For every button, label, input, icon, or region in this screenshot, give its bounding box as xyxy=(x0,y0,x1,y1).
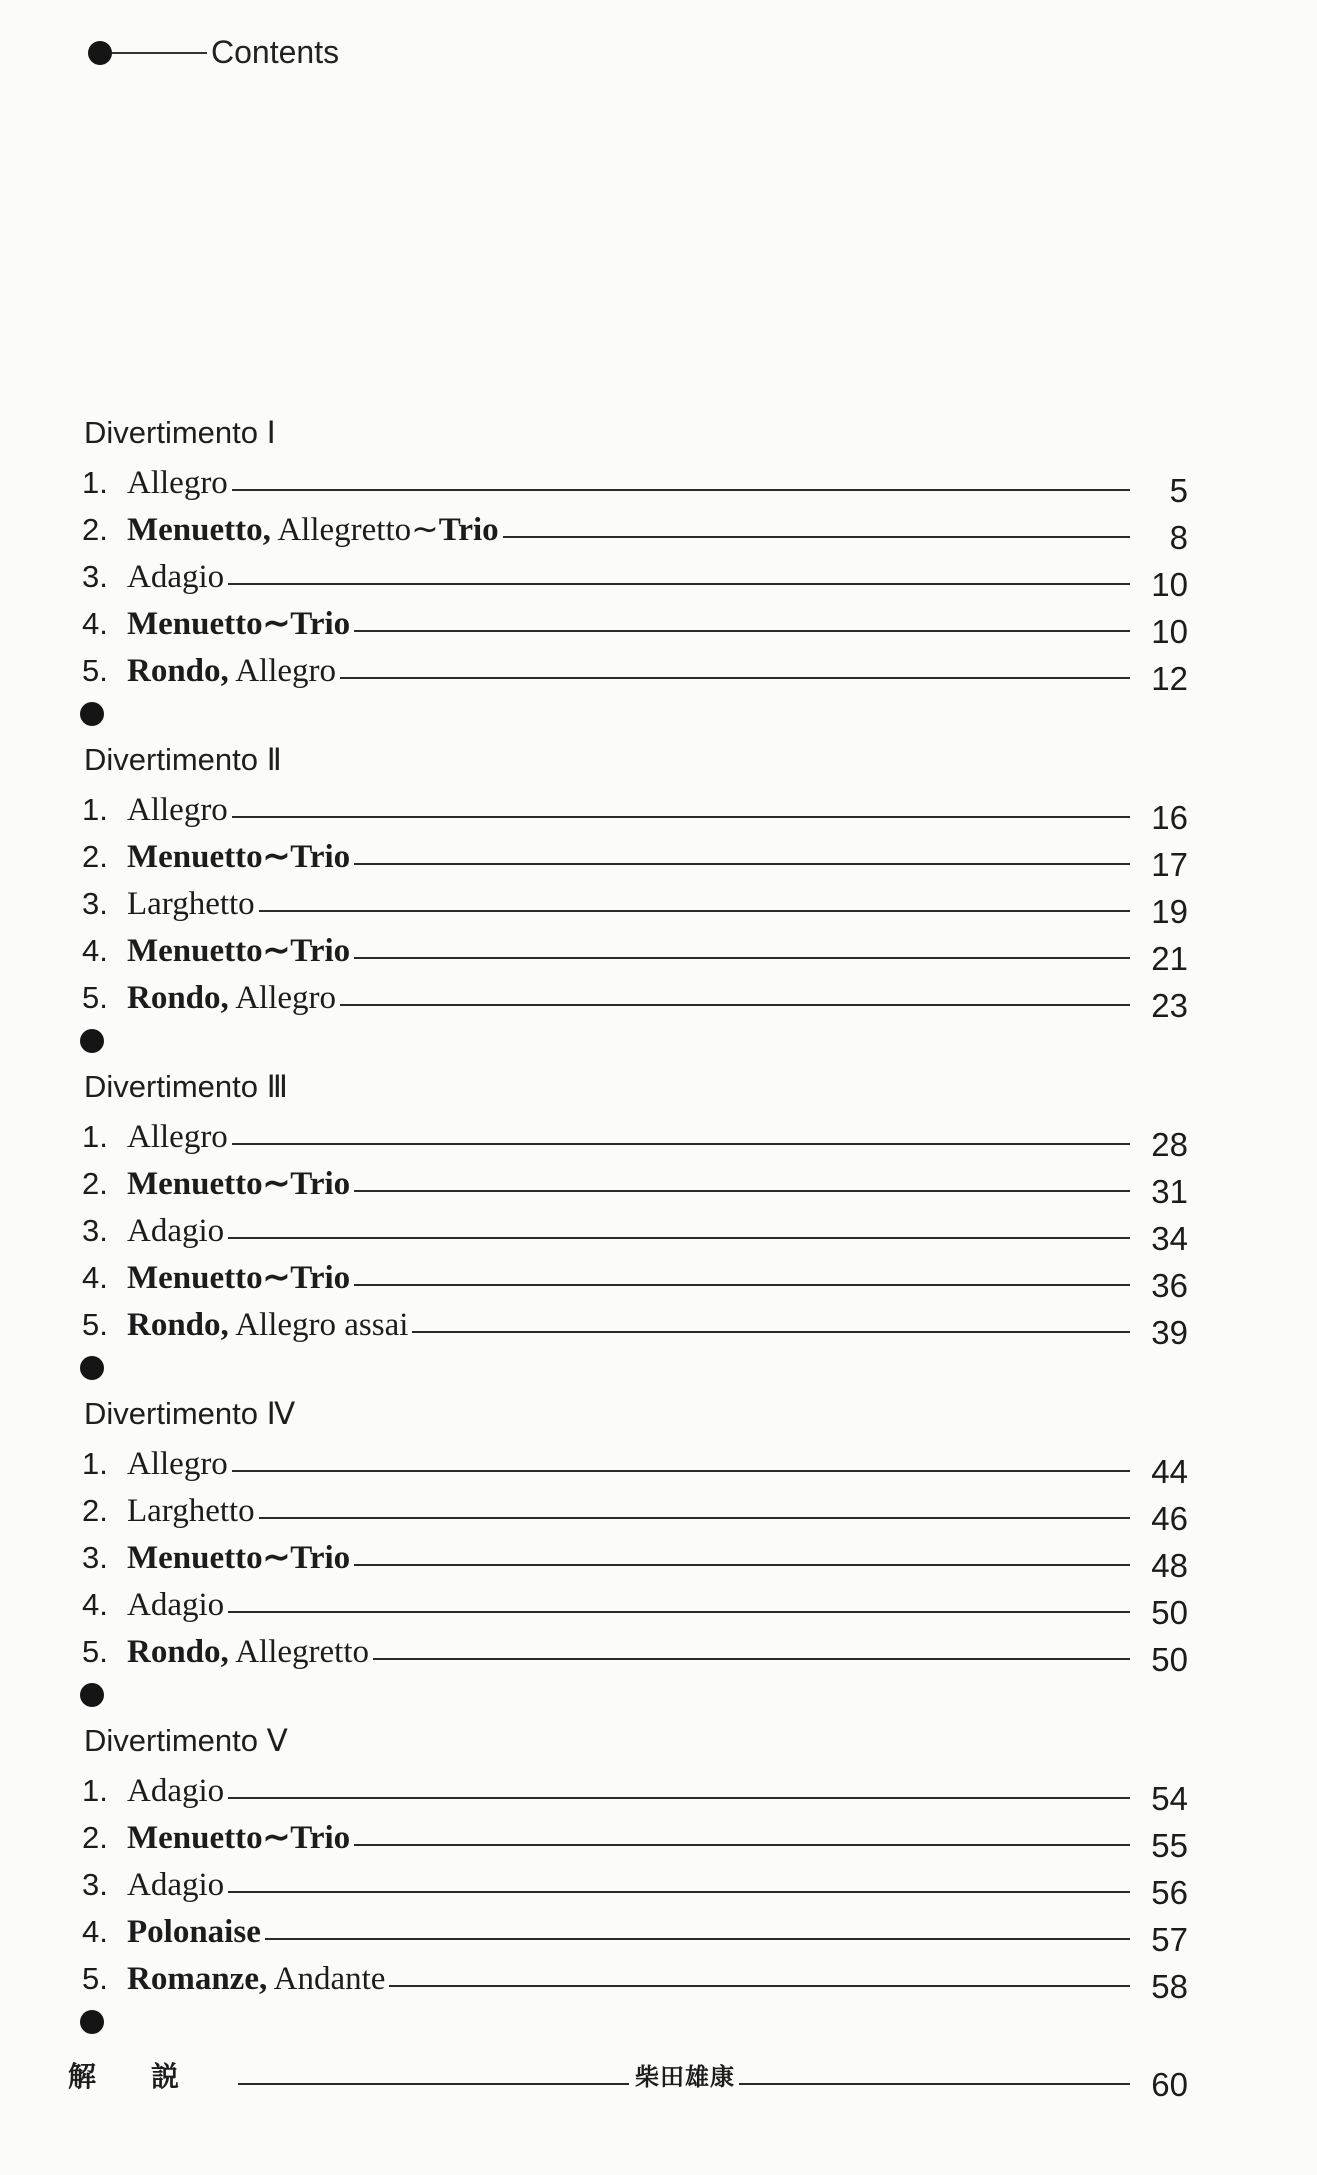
bullet-dot xyxy=(88,41,112,65)
entry-number: 3. xyxy=(82,1213,108,1248)
toc-entry[interactable] xyxy=(68,1251,1188,1304)
page-number: 17 xyxy=(1151,846,1188,883)
toc-entry[interactable] xyxy=(68,1811,1188,1864)
toc-section xyxy=(68,1391,1188,1718)
page-number: 23 xyxy=(1151,987,1188,1024)
section-separator xyxy=(68,1018,1188,1064)
bullet-dot xyxy=(80,1029,104,1053)
leader-line xyxy=(354,1190,1130,1192)
entry-number: 2. xyxy=(82,1493,108,1528)
entry-title-bold: Menuetto∼Trio xyxy=(127,606,351,642)
leader-line xyxy=(739,2083,1130,2085)
entry-title xyxy=(127,1117,228,1157)
entry-title xyxy=(127,1164,350,1204)
toc-entry[interactable] xyxy=(68,1157,1188,1210)
toc-entry[interactable] xyxy=(68,597,1188,650)
section-title: Divertimento Ⅳ xyxy=(84,1396,296,1431)
section-separator xyxy=(68,1345,1188,1391)
leader-line xyxy=(412,1331,1130,1333)
leader-line xyxy=(259,1517,1130,1519)
toc-entry[interactable] xyxy=(68,1484,1188,1537)
entry-title-regular: Allegretto xyxy=(228,1634,370,1670)
leader-line xyxy=(228,1611,1130,1613)
section-separator xyxy=(68,1999,1188,2045)
page-number: 10 xyxy=(1151,566,1188,603)
toc-section xyxy=(68,1064,1188,1391)
commentary-author: 柴田雄康 xyxy=(635,2063,736,2091)
page-number: 28 xyxy=(1151,1126,1188,1163)
entry-number: 4. xyxy=(82,1587,108,1622)
leader-line xyxy=(354,1564,1130,1566)
leader-line xyxy=(340,677,1130,679)
toc-entry[interactable] xyxy=(68,830,1188,883)
entry-title xyxy=(127,1258,350,1298)
section-title: Divertimento Ⅲ xyxy=(84,1069,288,1104)
entry-number: 5. xyxy=(82,653,108,688)
entry-title-regular: Allegro xyxy=(127,1446,228,1482)
entry-title-regular: Adagio xyxy=(127,1213,225,1249)
entry-title xyxy=(127,557,224,597)
entry-title xyxy=(127,837,350,877)
entry-title-regular: Adagio xyxy=(127,1867,225,1903)
entry-title-regular: Allegro xyxy=(127,1119,228,1155)
entry-number: 2. xyxy=(82,512,108,547)
page-number: 60 xyxy=(1151,2066,1189,2103)
toc-entry[interactable] xyxy=(68,1764,1188,1817)
page-number: 57 xyxy=(1151,1921,1188,1958)
page-number: 48 xyxy=(1151,1547,1188,1584)
entry-title-regular: Allegro xyxy=(127,465,228,501)
leader-line xyxy=(228,1891,1130,1893)
entry-number: 2. xyxy=(82,1820,108,1855)
entry-title-regular: Allegro xyxy=(127,792,228,828)
entry-number: 5. xyxy=(82,1961,108,1996)
leader-line xyxy=(389,1985,1130,1987)
toc-entry[interactable] xyxy=(68,783,1188,836)
entry-title xyxy=(127,884,255,924)
entry-title xyxy=(127,1818,350,1858)
toc-section xyxy=(68,1718,1188,2045)
entry-number: 5. xyxy=(82,1307,108,1342)
entry-title-bold: Menuetto∼Trio xyxy=(127,839,351,875)
leader-line xyxy=(503,536,1130,538)
toc-section xyxy=(68,737,1188,1064)
entry-title xyxy=(127,978,336,1018)
entry-title-regular: Allegro xyxy=(228,653,337,689)
page-number: 55 xyxy=(1151,1827,1188,1864)
page-number: 36 xyxy=(1151,1267,1188,1304)
leader-line xyxy=(232,489,1130,491)
leader-line xyxy=(340,1004,1130,1006)
entry-title-bold: Rondo, xyxy=(127,653,229,689)
entry-title-bold: Rondo, xyxy=(127,1307,229,1343)
leader-line xyxy=(232,1143,1130,1145)
toc-entry[interactable] xyxy=(68,644,1188,697)
page-number: 31 xyxy=(1151,1173,1188,1210)
page-number: 19 xyxy=(1151,893,1188,930)
entry-number: 1. xyxy=(82,792,108,827)
entry-number: 3. xyxy=(82,1867,108,1902)
leader-line xyxy=(354,1844,1130,1846)
page-number: 21 xyxy=(1151,940,1188,977)
toc-entry[interactable] xyxy=(68,1204,1188,1257)
entry-title xyxy=(127,1912,261,1952)
contents-header xyxy=(88,34,339,71)
toc-entry[interactable] xyxy=(68,1858,1188,1911)
entry-title-bold: Rondo, xyxy=(127,1634,229,1670)
entry-title xyxy=(127,1585,224,1625)
entry-title xyxy=(127,1632,369,1672)
entry-number: 4. xyxy=(82,1914,108,1949)
toc-entry[interactable] xyxy=(68,971,1188,1024)
entry-number: 1. xyxy=(82,465,108,500)
page-number: 5 xyxy=(1169,472,1188,509)
section-title: Divertimento Ⅱ xyxy=(84,742,282,777)
entry-title-bold: Polonaise xyxy=(127,1914,261,1950)
toc-entry[interactable] xyxy=(68,1298,1188,1351)
leader-line xyxy=(265,1938,1130,1940)
entry-number: 4. xyxy=(82,606,108,641)
page-title: Contents xyxy=(211,34,340,70)
entry-title xyxy=(127,1444,228,1484)
entry-number: 3. xyxy=(82,886,108,921)
leader-line xyxy=(232,1470,1130,1472)
toc-section xyxy=(68,410,1188,737)
page-number: 46 xyxy=(1151,1500,1188,1537)
leader-line xyxy=(228,1237,1130,1239)
leader-line xyxy=(228,1797,1130,1799)
entry-title-bold: Romanze, xyxy=(127,1961,268,1997)
entry-title-bold: Menuetto∼Trio xyxy=(127,1540,351,1576)
entry-number: 5. xyxy=(82,980,108,1015)
page-number: 50 xyxy=(1151,1594,1188,1631)
page-number: 39 xyxy=(1151,1314,1188,1351)
leader-line xyxy=(259,910,1130,912)
toc-entry[interactable] xyxy=(68,1578,1188,1631)
section-title: Divertimento Ⅴ xyxy=(84,1723,288,1758)
page-number: 56 xyxy=(1151,1874,1188,1911)
entry-title xyxy=(127,1305,408,1345)
entry-title xyxy=(127,1211,224,1251)
entry-title-regular: Allegro xyxy=(228,980,337,1016)
entry-title-bold: Menuetto∼Trio xyxy=(127,1166,351,1202)
entry-title xyxy=(127,1538,350,1578)
table-of-contents xyxy=(68,410,1189,2103)
entry-title-regular: Andante xyxy=(267,1961,386,1997)
bullet-dot xyxy=(80,1683,104,1707)
page-number: 16 xyxy=(1151,799,1188,836)
leader-line xyxy=(232,816,1130,818)
leader-line xyxy=(228,583,1130,585)
toc-entry[interactable] xyxy=(68,456,1188,509)
entry-number: 5. xyxy=(82,1634,108,1669)
entry-title-regular: Adagio xyxy=(127,1773,225,1809)
entry-title xyxy=(127,931,350,971)
entry-number: 1. xyxy=(82,1773,108,1808)
entry-number: 2. xyxy=(82,1166,108,1201)
leader-line xyxy=(354,1284,1130,1286)
toc-entry[interactable] xyxy=(68,1110,1188,1163)
entry-title-bold: Menuetto∼Trio xyxy=(127,1820,351,1856)
entry-title xyxy=(127,790,228,830)
page-number: 44 xyxy=(1151,1453,1188,1490)
entry-number: 4. xyxy=(82,1260,108,1295)
entry-number: 3. xyxy=(82,1540,108,1575)
entry-number: 1. xyxy=(82,1446,108,1481)
header-rule xyxy=(112,52,207,54)
entry-number: 4. xyxy=(82,933,108,968)
entry-title xyxy=(127,604,350,644)
toc-entry[interactable] xyxy=(68,1952,1188,2005)
page-number: 10 xyxy=(1151,613,1188,650)
leader-line xyxy=(373,1658,1130,1660)
entry-number: 2. xyxy=(82,839,108,874)
entry-title-bold: Trio xyxy=(438,512,499,548)
bullet-dot xyxy=(80,2010,104,2034)
leader-line xyxy=(238,2083,629,2085)
entry-title-regular: Adagio xyxy=(127,559,225,595)
page-number: 58 xyxy=(1151,1968,1188,2005)
toc-entry[interactable] xyxy=(68,550,1188,603)
page-number: 8 xyxy=(1169,519,1188,556)
entry-title-bold: Rondo, xyxy=(127,980,229,1016)
section-title: Divertimento Ⅰ xyxy=(84,415,276,450)
entry-title-bold: Menuetto∼Trio xyxy=(127,1260,351,1296)
entry-title-regular: Larghetto xyxy=(127,1493,255,1529)
entry-title xyxy=(127,463,228,503)
toc-entry[interactable] xyxy=(68,1437,1188,1490)
section-separator xyxy=(68,691,1188,737)
entry-title-regular: Allegretto∼ xyxy=(270,512,439,548)
toc-entry[interactable] xyxy=(68,503,1188,556)
page-number: 54 xyxy=(1151,1780,1188,1817)
leader-line xyxy=(354,863,1130,865)
entry-title xyxy=(127,1491,255,1531)
toc-entry[interactable] xyxy=(68,1531,1188,1584)
toc-entry[interactable] xyxy=(68,924,1188,977)
page-number: 12 xyxy=(1151,660,1188,697)
bullet-dot xyxy=(80,1356,104,1380)
leader-line xyxy=(354,957,1130,959)
entry-number: 3. xyxy=(82,559,108,594)
page-number: 34 xyxy=(1151,1220,1188,1257)
page-number: 50 xyxy=(1151,1641,1188,1678)
entry-title-bold: Menuetto∼Trio xyxy=(127,933,351,969)
entry-title xyxy=(127,510,499,550)
bullet-dot xyxy=(80,702,104,726)
leader-line xyxy=(354,630,1130,632)
toc-entry[interactable] xyxy=(68,877,1188,930)
entry-title-bold: Menuetto, xyxy=(127,512,271,548)
commentary-entry[interactable] xyxy=(68,2045,1189,2103)
entry-title xyxy=(127,651,336,691)
entry-title-regular: Larghetto xyxy=(127,886,255,922)
entry-title-regular: Allegro assai xyxy=(228,1307,409,1343)
entry-title xyxy=(127,1865,224,1905)
entry-title-regular: Adagio xyxy=(127,1587,225,1623)
entry-title xyxy=(127,1959,385,1999)
toc-entry[interactable] xyxy=(68,1625,1188,1678)
section-separator xyxy=(68,1672,1188,1718)
entry-number: 1. xyxy=(82,1119,108,1154)
toc-entry[interactable] xyxy=(68,1905,1188,1958)
entry-title xyxy=(127,1771,224,1811)
commentary-title: 解説 xyxy=(68,2060,235,2093)
